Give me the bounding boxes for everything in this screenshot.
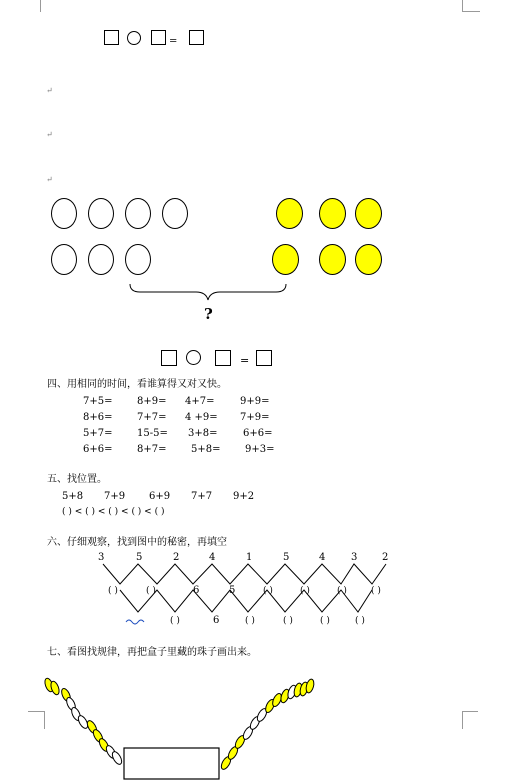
top-number: 5	[136, 552, 143, 563]
ordering-slots[interactable]: ( ) < ( ) < ( ) < ( ) < ( )	[62, 507, 165, 517]
problem: 4+7=	[185, 396, 215, 407]
top-number: 2	[382, 552, 389, 563]
top-number: 3	[98, 552, 105, 563]
blank-cell[interactable]: ( )	[170, 616, 180, 626]
filled-cell: 5	[229, 585, 236, 596]
expression: 6+9	[149, 491, 171, 502]
problem: 5+7=	[83, 428, 113, 439]
paragraph-mark: ↵	[46, 175, 53, 184]
problem: 6+6=	[243, 428, 273, 439]
blank-cell[interactable]: ( )	[245, 616, 255, 626]
top-number: 4	[319, 552, 326, 563]
problem: 3+8=	[188, 428, 218, 439]
question-mark: ?	[204, 305, 213, 323]
problem: 15-5=	[137, 428, 168, 439]
section6-title: 六、仔细观察，找到图中的秘密，再填空	[47, 537, 227, 548]
top-number: 3	[351, 552, 358, 563]
blank-cell[interactable]: ( )	[300, 586, 310, 596]
problem: 5+8=	[191, 444, 221, 455]
problem: 9+3=	[245, 444, 275, 455]
problem: 6+6=	[83, 444, 113, 455]
problem: 7+5=	[83, 396, 113, 407]
problem: 8+7=	[137, 444, 167, 455]
filled-cell: 6	[193, 585, 200, 596]
problem: 4 +9=	[185, 412, 218, 423]
equals-sign: =	[240, 354, 250, 367]
problem: 9+9=	[240, 396, 270, 407]
blank-cell[interactable]: ( )	[320, 616, 330, 626]
blank-cell[interactable]: ( )	[337, 586, 347, 596]
top-number: 2	[173, 552, 180, 563]
section5-title: 五、找位置。	[47, 474, 107, 485]
filled-cell: 6	[213, 615, 220, 626]
top-number: 4	[209, 552, 216, 563]
section7-title: 七、看图找规律，再把盒子里藏的珠子画出来。	[47, 647, 257, 658]
top-number: 1	[246, 552, 253, 563]
hidden-box	[124, 748, 219, 779]
blank-cell[interactable]: ( )	[263, 586, 273, 596]
blank-cell[interactable]: ( )	[283, 616, 293, 626]
equals-sign: =	[169, 36, 178, 47]
section4-title: 四、用相同的时间，看谁算得又对又快。	[47, 379, 227, 390]
paragraph-mark: ↵	[46, 86, 53, 95]
top-number: 5	[283, 552, 290, 563]
blank-cell[interactable]: ( )	[355, 616, 365, 626]
blank-cell[interactable]: ( )	[108, 586, 118, 596]
problem: 7+9=	[240, 412, 270, 423]
expression: 7+9	[104, 491, 126, 502]
paragraph-mark: ↵	[46, 130, 53, 139]
blank-cell[interactable]: ( )	[371, 586, 381, 596]
problem: 7+7=	[137, 412, 167, 423]
problem: 8+6=	[83, 412, 113, 423]
problem: 8+9=	[137, 396, 167, 407]
expression: 5+8	[62, 491, 84, 502]
expression: 9+2	[233, 491, 255, 502]
expression: 7+7	[191, 491, 213, 502]
blank-cell[interactable]: ( )	[146, 586, 156, 596]
